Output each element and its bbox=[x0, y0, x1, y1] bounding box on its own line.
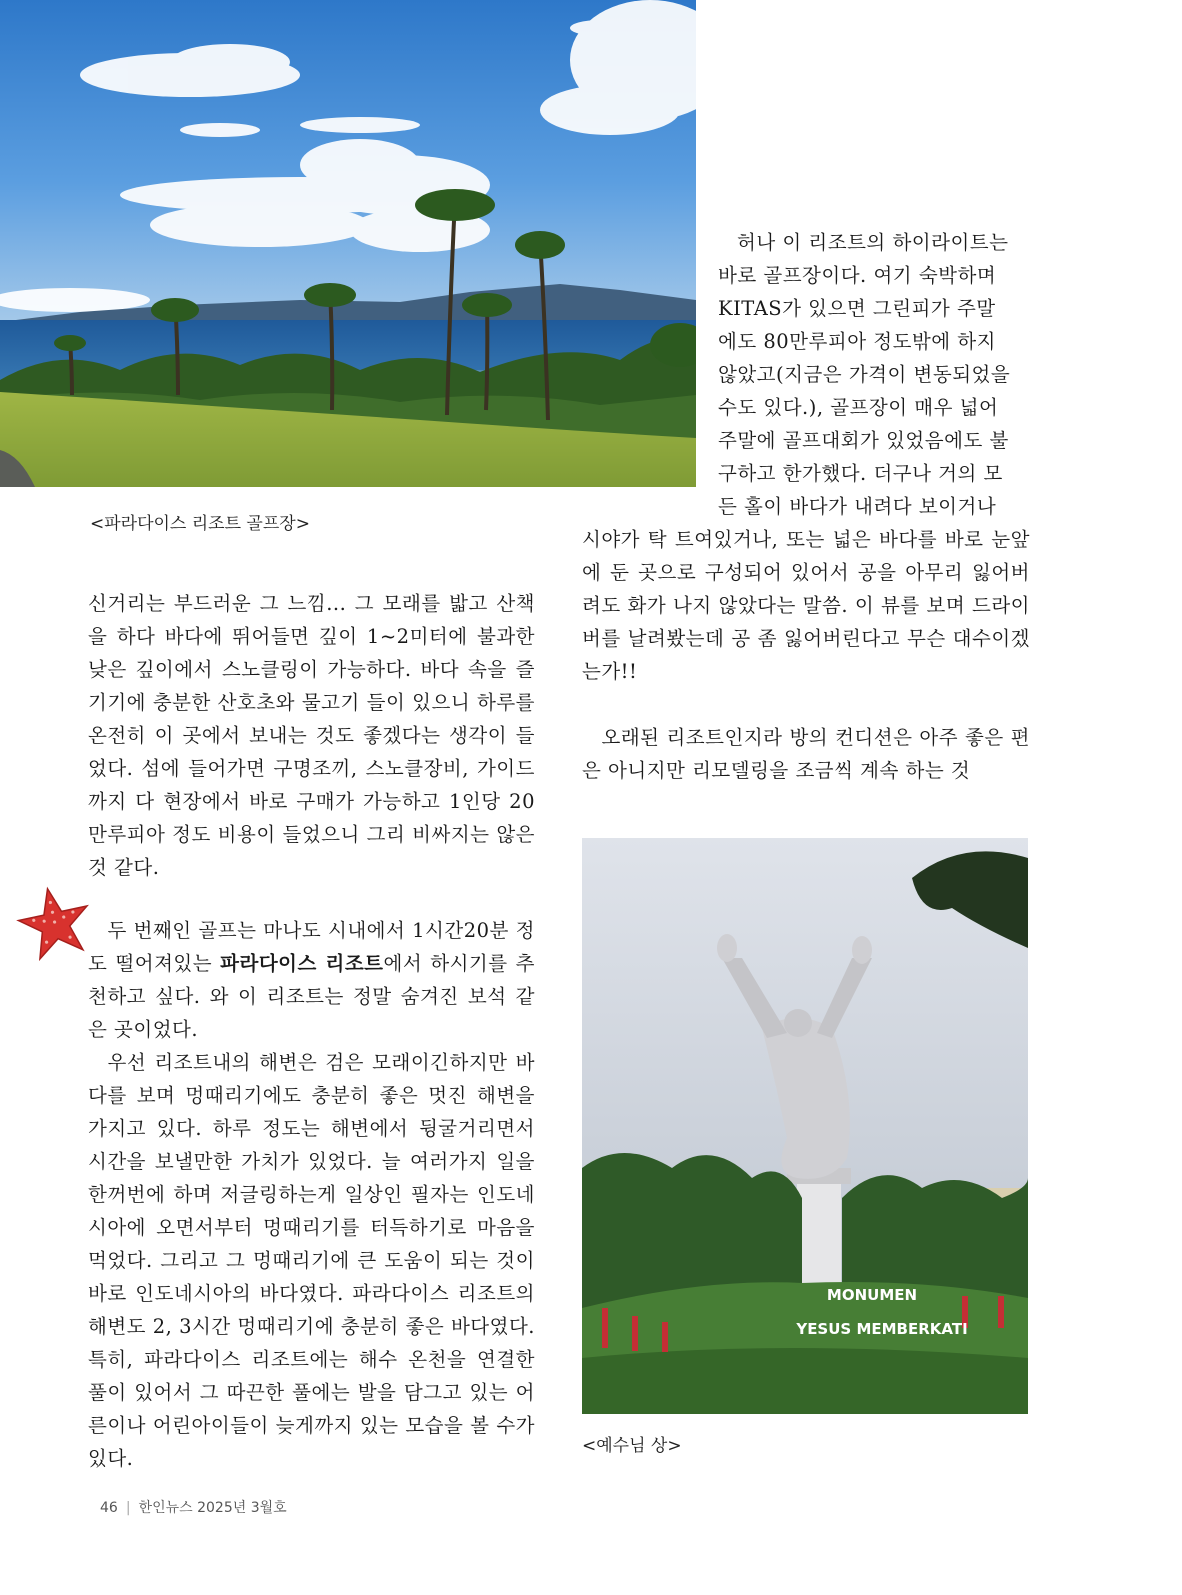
statue-photo bbox=[582, 838, 1028, 1414]
text-line: 주말에 골프대회가 있었음에도 불 bbox=[718, 429, 1009, 452]
paragraph-text: 에서 하시기를 추천하고 싶다. 와 이 리조트는 정말 숨겨진 보석 같은 곳이었다. bbox=[88, 952, 535, 1041]
golf-course-photo bbox=[0, 0, 696, 487]
paragraph: 우선 리조트내의 해변은 검은 모래이긴하지만 바다를 보며 멍때리기에도 충분히 좋은 멋진 해변을 가지고 있다. 하루 정도는 해변에서 뒹굴거리면서 시간을 보낼만한 가치가 있었다. 늘 여러가지 일을 한꺼번에 하며 저글링하는게 일상인 필자는 인도네시아에 오면서부터 멍때리기를 터득하기로 마음을 먹었다. 그리고 그 멍때리기에 큰 도움이 되는 것이 바로 인도네시아의 바다였다. 파라다이스 리조트의 해변도 2, 3시간 멍때리기에 충분히 좋은 바다였다. 특히, 파라다이스 리조트에는 해수 온천을 연결한 풀이 있어서 그 따끈한 풀에는 발을 담그고 있는 어른이나 어린아이들이 늦게까지 있는 모습을 볼 수가 있다. bbox=[88, 1051, 535, 1470]
page-footer bbox=[100, 1497, 287, 1517]
paragraph bbox=[88, 914, 535, 1046]
starfish-icon bbox=[16, 884, 94, 962]
left-column-body bbox=[88, 587, 535, 1475]
paragraph-text: 두 번째인 골프는 마나도 시내에서 1시간20분 정도 떨어져있는 bbox=[88, 919, 535, 975]
text-line: 바로 골프장이다. 여기 숙박하며 bbox=[718, 264, 997, 287]
right-column-para1-wrapped bbox=[718, 226, 1030, 523]
resort-name-highlight: 파라다이스 리조트 bbox=[220, 952, 384, 975]
text-line: 구하고 한가했다. 더구나 거의 모 bbox=[718, 462, 1003, 485]
text-line: 든 홀이 바다가 내려다 보이거나 bbox=[718, 495, 997, 518]
footer-separator: | bbox=[125, 1500, 131, 1516]
text-line: 허나 이 리조트의 하이라이트는 bbox=[737, 231, 1009, 254]
golf-photo-caption: <파라다이스 리조트 골프장> bbox=[90, 514, 310, 534]
right-column-body bbox=[582, 523, 1030, 787]
text-line: 않았고(지금은 가격이 변동되었을 bbox=[718, 363, 1011, 386]
sign-line1: MONUMEN bbox=[826, 1286, 918, 1304]
text-line: KITAS가 있으면 그린피가 주말 bbox=[718, 297, 996, 320]
sign-line2: YESUS MEMBERKATI bbox=[796, 1320, 968, 1338]
statue-photo-caption: <예수님 상> bbox=[582, 1436, 682, 1456]
text-line: 에도 80만루피아 정도밖에 하지 bbox=[718, 330, 996, 353]
paragraph: 오래된 리조트인지라 방의 컨디션은 아주 좋은 편은 아니지만 리모델링을 조금씩 계속 하는 것 bbox=[582, 726, 1030, 782]
publication-name: 한인뉴스 2025년 3월호 bbox=[138, 1500, 287, 1516]
paragraph: 시야가 탁 트여있거나, 또는 넓은 바다를 바로 눈앞에 둔 곳으로 구성되어 있어서 공을 아무리 잃어버려도 화가 나지 않았다는 말씀. 이 뷰를 보며 드라이버를 날려봤는데 공 좀 잃어버린다고 무슨 대수이겠는가!! bbox=[582, 528, 1030, 683]
text-line: 수도 있다.), 골프장이 매우 넓어 bbox=[718, 396, 999, 419]
paragraph: 신거리는 부드러운 그 느낌... 그 모래를 밟고 산책을 하다 바다에 뛰어들면 깊이 1~2미터에 불과한 낮은 깊이에서 스노클링이 가능하다. 바다 속을 즐기기에 충분한 산호초와 물고기 들이 있으니 하루를 온전히 이 곳에서 보내는 것도 좋겠다는 생각이 들었다. 섬에 들어가면 구명조끼, 스노클장비, 가이드까지 다 현장에서 바로 구매가 가능하고 1인당 20만루피아 정도 비용이 들었으니 그리 비싸지는 않은 것 같다. bbox=[88, 592, 535, 879]
page-number: 46 bbox=[100, 1500, 118, 1516]
